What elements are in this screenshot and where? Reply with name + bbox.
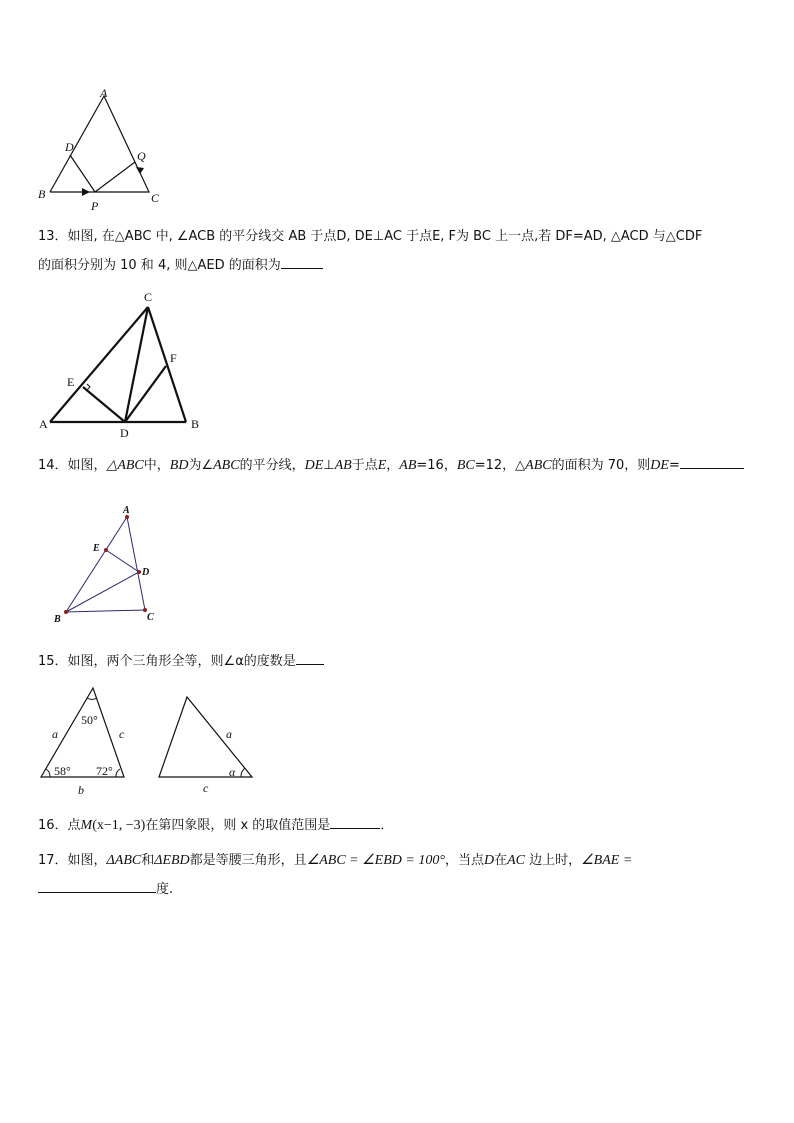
figure-triangle-abc-moving-points xyxy=(36,84,176,214)
angle-top: 50° xyxy=(81,713,98,727)
label-A: A xyxy=(100,86,108,100)
angle-right: 72° xyxy=(96,764,113,778)
question-17 xyxy=(38,846,763,904)
figure-q15-triangle-left xyxy=(30,680,140,798)
figure-q15-triangle-right xyxy=(150,686,265,798)
answer-blank[interactable] xyxy=(296,650,324,665)
angle-left: 58° xyxy=(54,764,71,778)
label-E: E xyxy=(93,543,100,554)
question-17-line1: 17．如图，ΔABC和ΔEBD都是等腰三角形，且∠ABC = ∠EBD = 100°，当点D在AC 边上时，∠BAE = xyxy=(38,853,633,868)
question-17-line2: 度. xyxy=(38,875,763,904)
question-15: 15．如图，两个三角形全等，则∠α的度数是 xyxy=(38,647,763,676)
answer-blank[interactable] xyxy=(680,454,744,469)
label-B: B xyxy=(191,417,200,431)
side-c: c xyxy=(203,781,209,795)
label-C: C xyxy=(144,290,153,304)
question-16: 16．点M(x−1, −3)在第四象限，则 x 的取值范围是 ． xyxy=(38,811,763,840)
side-a: a xyxy=(52,727,58,741)
label-F: F xyxy=(170,351,177,365)
label-A: A xyxy=(39,417,48,431)
label-B: B xyxy=(54,614,61,625)
arrow-up-icon xyxy=(136,167,144,174)
arrow-right-icon xyxy=(82,188,90,196)
figure-q13 xyxy=(36,288,216,438)
answer-blank[interactable] xyxy=(330,814,380,829)
side-b: b xyxy=(78,783,84,797)
label-C: C xyxy=(147,612,154,623)
side-c: c xyxy=(119,727,125,741)
label-C: C xyxy=(151,191,160,205)
side-a: a xyxy=(226,727,232,741)
label-D: D xyxy=(142,567,150,578)
answer-blank[interactable] xyxy=(281,254,323,269)
question-13-line1: 13．如图, 在△ABC 中, ∠ACB 的平分线交 AB 于点D, DE⊥AC 于点E, F为 BC 上一点,若 DF=AD, △ACD 与△CDF xyxy=(38,229,703,244)
label-Q: Q xyxy=(137,149,146,163)
label-D: D xyxy=(65,140,74,154)
figure-q14 xyxy=(48,500,168,630)
angle-alpha: α xyxy=(229,765,236,779)
label-A: A xyxy=(123,505,130,516)
point-name: M xyxy=(80,818,93,833)
question-14: 14．如图，△ABC中，BD为∠ABC的平分线，DE⊥AB于点E，AB=16，BC=12，△ABC的面积为 70，则DE= xyxy=(38,451,763,480)
question-13 xyxy=(38,222,763,280)
question-13-line2: 的面积分别为 10 和 4, 则△AED 的面积为 xyxy=(38,251,763,280)
label-B: B xyxy=(38,187,46,201)
point-coords: (x−1, −3) xyxy=(92,818,146,833)
label-E: E xyxy=(67,375,75,389)
label-P: P xyxy=(91,199,99,213)
label-D: D xyxy=(120,426,129,438)
answer-blank[interactable] xyxy=(38,878,156,893)
